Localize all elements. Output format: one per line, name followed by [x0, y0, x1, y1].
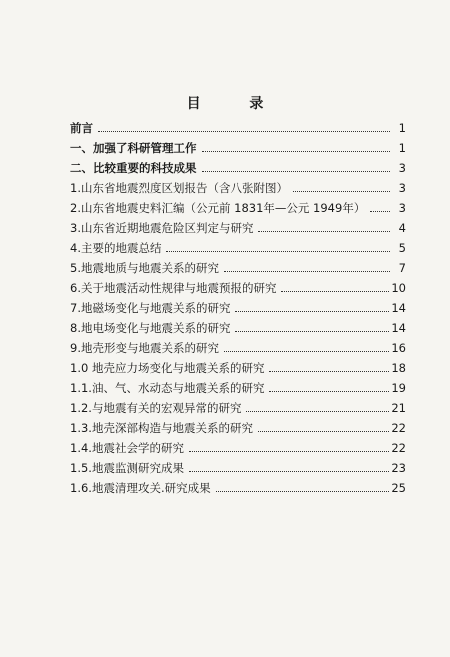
toc-entry-page-number: 7: [398, 261, 406, 275]
toc-entry-label: 1.2.与地震有关的宏观异常的研究: [70, 401, 242, 415]
toc-dot-leader: [258, 431, 389, 432]
toc-entry-label: 4.主要的地震总结: [70, 241, 162, 255]
toc-entry: [70, 376, 406, 396]
toc-entry-label: 一、加强了科研管理工作: [70, 141, 197, 155]
toc-entry: [70, 256, 406, 276]
toc-entry: [70, 136, 406, 156]
toc-entry-label: 1.4.地震社会学的研究: [70, 441, 184, 455]
toc-entry-page-number: 16: [391, 341, 406, 355]
toc-dot-leader: [202, 171, 391, 172]
toc-dot-leader: [246, 411, 389, 412]
toc-dot-leader: [202, 151, 391, 152]
toc-entry-label: 6.关于地震活动性规律与地震预报的研究: [70, 281, 277, 295]
toc-dot-leader: [166, 251, 390, 252]
toc-entry: [70, 436, 406, 456]
toc-entry-page-number: 4: [398, 221, 406, 235]
toc-entry-label: 二、比较重要的科技成果: [70, 161, 197, 175]
toc-dot-leader: [269, 391, 389, 392]
toc-entry-label: 1.0 地壳应力场变化与地震关系的研究: [70, 361, 265, 375]
toc-entry: [70, 216, 406, 236]
toc-entry-label: 2.山东省地震史料汇编（公元前 1831年—公元 1949年）: [70, 201, 366, 215]
toc-entry: [70, 396, 406, 416]
toc-dot-leader: [189, 471, 389, 472]
toc-entry-page-number: 22: [391, 421, 406, 435]
toc-entry-page-number: 23: [391, 461, 406, 475]
toc-entry: [70, 196, 406, 216]
toc-dot-leader: [224, 271, 390, 272]
toc-dot-leader: [258, 231, 390, 232]
toc-entry: [70, 296, 406, 316]
toc-entry: [70, 356, 406, 376]
toc-entry: [70, 336, 406, 356]
toc-entry-page-number: 3: [398, 181, 406, 195]
toc-entry: [70, 176, 406, 196]
toc-entry-label: 1.6.地震清理攻关.研究成果: [70, 481, 211, 495]
toc-entry-page-number: 10: [391, 281, 406, 295]
toc-dot-leader: [281, 291, 389, 292]
toc-entry-label: 前言: [70, 121, 93, 135]
toc-dot-leader: [235, 311, 389, 312]
toc-entry: [70, 236, 406, 256]
toc-entry-page-number: 5: [398, 241, 406, 255]
toc-entry-page-number: 1: [398, 121, 406, 135]
toc-entry-label: 1.山东省地震烈度区划报告（含八张附图）: [70, 181, 288, 195]
toc-dot-leader: [98, 131, 390, 132]
toc-entry: [70, 476, 406, 496]
toc-entry-page-number: 14: [391, 301, 406, 315]
toc-entry-label: 1.5.地震监测研究成果: [70, 461, 184, 475]
toc-entry-label: 3.山东省近期地震危险区判定与研究: [70, 221, 254, 235]
toc-dot-leader: [293, 191, 390, 192]
toc-entry-page-number: 1: [398, 141, 406, 155]
toc-entry: [70, 116, 406, 136]
toc-entry-page-number: 3: [398, 161, 406, 175]
toc-entry-page-number: 21: [391, 401, 406, 415]
toc-entry: [70, 456, 406, 476]
toc-entry-page-number: 22: [391, 441, 406, 455]
toc-entry-label: 8.地电场变化与地震关系的研究: [70, 321, 231, 335]
toc-entry-label: 9.地壳形变与地震关系的研究: [70, 341, 219, 355]
toc-entry-label: 1.3.地壳深部构造与地震关系的研究: [70, 421, 253, 435]
toc-entry: [70, 276, 406, 296]
toc-dot-leader: [216, 491, 390, 492]
toc-entry: [70, 156, 406, 176]
toc-title: 目 录: [186, 96, 286, 112]
toc-dot-leader: [224, 351, 389, 352]
toc-entry: [70, 316, 406, 336]
toc-dot-leader: [370, 211, 390, 212]
toc-dot-leader: [189, 451, 389, 452]
toc-entry-page-number: 14: [391, 321, 406, 335]
toc-entry-label: 1.1.油、气、水动态与地震关系的研究: [70, 381, 265, 395]
toc-dot-leader: [269, 371, 389, 372]
table-of-contents: [70, 116, 406, 496]
toc-dot-leader: [235, 331, 389, 332]
toc-entry-page-number: 25: [391, 481, 406, 495]
toc-entry-page-number: 18: [391, 361, 406, 375]
toc-entry-label: 5.地震地质与地震关系的研究: [70, 261, 219, 275]
toc-entry: [70, 416, 406, 436]
toc-entry-label: 7.地磁场变化与地震关系的研究: [70, 301, 231, 315]
toc-entry-page-number: 3: [398, 201, 406, 215]
toc-entry-page-number: 19: [391, 381, 406, 395]
